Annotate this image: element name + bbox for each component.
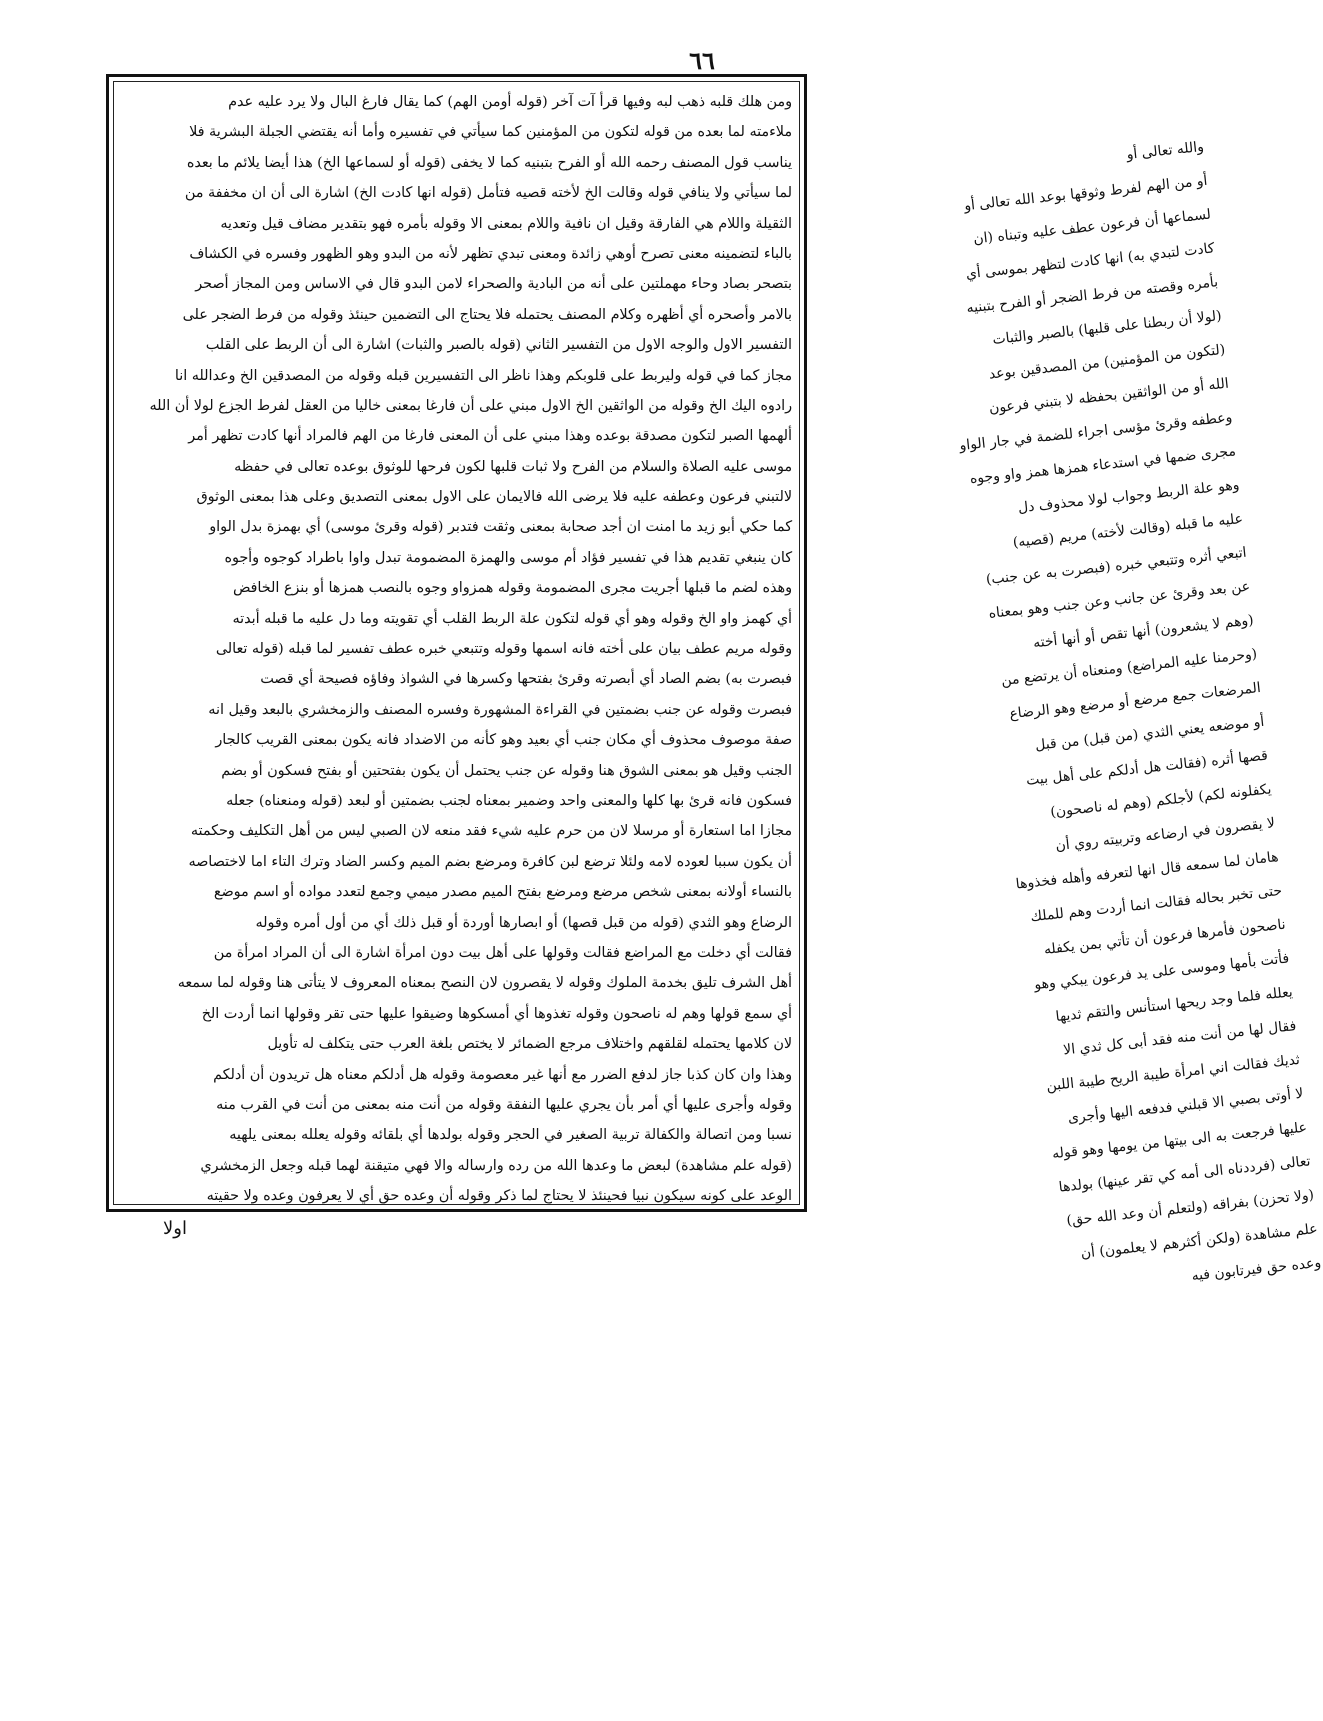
margin-line: وهو علة الربط وجواب لولا محذوف دل bbox=[1017, 477, 1241, 517]
main-line: بالامر وأصحره أي أظهره وكلام المصنف يحتمله فلا يحتاج الى التضمين حينئذ وقوله من فرط الضجر على bbox=[182, 306, 792, 323]
main-line: لان كلامها يحتمله لقلقهم واختلاف مرجع الضمائر لا يختص بلغة العرب حتى يتكلف له تأويل bbox=[267, 1036, 792, 1053]
margin-line: (لولا أن ربطنا على قلبها) بالصبر والثبات bbox=[991, 308, 1223, 348]
catchword: اولا bbox=[163, 1218, 187, 1239]
main-line: ومن هلك قلبه ذهب لبه وفيها قرأ آت آخر (قوله أومن الهم) كما يقال فارغ البال ولا يرد عليه عدم bbox=[228, 94, 792, 110]
main-line: (قوله علم مشاهدة) لبعض ما وعدها الله من رده وارساله والا فهي متيقنة لهما قبله وجعل الزمخشري bbox=[200, 1157, 792, 1174]
margin-line: وعده حق فيرتابون فيه bbox=[1190, 1254, 1322, 1285]
main-line: لالتبني فرعون وعطفه عليه فلا يرضى الله فالايمان على الاول بمعنى التصديق وعلى هذا بمعنى الوثوق bbox=[196, 489, 792, 506]
main-line: الوعد على كونه سيكون نبيا فحينئذ لا يحتاج لما ذكر وقوله أن وعده حق أي لا يعرفون وعده ولا حقيته bbox=[206, 1188, 792, 1205]
main-line: ألهمها الصبر لتكون مصدقة بوعده وهذا مبني على أن المعنى فارغا من الهم فالمراد أنها كادت تظهر أمر bbox=[188, 428, 792, 445]
margin-line: ثديك فقالت اني امرأة طيبة الريح طيبة اللبن bbox=[1045, 1051, 1301, 1095]
main-line: موسى عليه الصلاة والسلام من الفرح ولا ثبات قلبها لكون فرحها للوثوق بوعده تعالى في حفظه bbox=[234, 458, 792, 475]
margin-line: (وحرمنا عليه المراضع) ومنعناه أن يرتضع من bbox=[1000, 646, 1258, 689]
margin-commentary-lines bbox=[814, 130, 1323, 1320]
main-line: الجنب وقيل هو بمعنى الشوق هنا وقوله عن جنب يحتمل أن يكون بفتحتين أو بفتح فسكون أو بضم bbox=[221, 762, 792, 779]
margin-line: (وهم لا يشعرون) أنها تقص أو أنها أخته bbox=[1032, 612, 1255, 652]
margin-line: المرضعات جمع مرضع أو مرضع وهو الرضاع bbox=[1008, 679, 1262, 723]
margin-line: عليها فرجعت به الى بيتها من يومها وهو قوله bbox=[1051, 1119, 1308, 1163]
margin-line: بأمره وقصته من فرط الضجر أو الفرح بتبنيه bbox=[965, 274, 1219, 317]
main-line: فسكون فانه قرئ بها كلها والمعنى واحد وضمير بمعناه لجنب بضمتين أو لبعد (قوله ومنعناه) جعله bbox=[226, 792, 792, 809]
main-line: فقالت أي دخلت مع المراضع فقالت وقولها على أهل بيت دون امرأة اشارة الى أن المراد امرأة من bbox=[213, 944, 792, 961]
margin-line: فقال لها من أنت منه فقد أبى كل ثدي الا bbox=[1062, 1018, 1298, 1059]
main-line: أهل الشرف تليق بخدمة الملوك وقوله لا يقصرون لان النصح بمعناه المعروف لا يتأتى هنا وقوله لما سمعه bbox=[177, 975, 792, 992]
margin-line: أو من الهم لفرط وثوقها بوعد الله تعالى أو bbox=[963, 172, 1209, 215]
margin-line: قصها أثره (فقالت هل أدلكم على أهل بيت bbox=[1025, 747, 1269, 789]
margin-line: عن بعد وقرئ عن جانب وعن جنب وهو بمعناه bbox=[987, 578, 1251, 622]
main-line: أي سمع قولها وهم له ناصحون وقوله تغذوها أي أمسكوها وضيقوا عليها حتى تقر وقولها انما أردت الخ bbox=[201, 1005, 792, 1022]
main-line: الرضاع وهو الثدي (قوله من قبل قصها) أو ابصارها أوردة أو قبل ذلك أي من أول أمره وقوله bbox=[255, 914, 792, 931]
main-line: بتصحر بصاد وحاء مهملتين على أنه من البادية والصحراء لامن البدو قال في الاساس ومن المجاز أصحر bbox=[195, 276, 792, 293]
main-line: وهذه لضم ما قبلها أجريت مجرى المضمومة وقوله همزواو وجوه بالنصب همزها أو بنزع الخافض bbox=[233, 580, 792, 597]
margin-commentary bbox=[812, 130, 1322, 1285]
main-line: فبصرت به) بضم الصاد أي أبصرته وقرئ بفتحها وكسرها في الشواذ وفاؤه فصيحة أي قصت bbox=[260, 671, 792, 688]
margin-line: ناصحون فأمرها فرعون أن تأتي بمن يكفله bbox=[1043, 916, 1287, 958]
margin-line: والله تعالى أو bbox=[1125, 138, 1205, 163]
margin-line: تعالى (فرددناه الى أمه كي تقر عينها) بولدها bbox=[1057, 1153, 1312, 1196]
main-line: الثقيلة واللام هي الفارقة وقيل ان نافية واللام بمعنى الا وقوله بأمره فهو بتقدير مضاف قيل وتعديه bbox=[220, 215, 792, 232]
page-number: ٦٦ bbox=[689, 46, 715, 75]
main-line: فبصرت وقوله عن جنب بضمتين في القراءة المشهورة وفسره المصنف والزمخشري بالبعد وقيل انه bbox=[208, 701, 792, 718]
margin-line: حتى تخبر بحاله فقالت انما أردت وهم للملك bbox=[1029, 882, 1283, 926]
main-line: وقوله مريم عطف بيان على أخته فانه اسمها وقوله وتتبعي خبره عطف تفسير لما قبله (قوله تعالى bbox=[215, 641, 792, 658]
margin-line: مجرى ضمها في استدعاء همزها همز واو وجوه bbox=[969, 443, 1237, 488]
margin-line: (لتكون من المؤمنين) من المصدقين بوعد bbox=[988, 341, 1226, 383]
margin-line: لا أوتى بصبي الا قبلني فدفعه اليها وأجرى bbox=[1067, 1085, 1305, 1127]
main-line: كما حكي أبو زيد ما امنت ان أجد صحابة بمعنى وثقت فتدبر (قوله وقرئ موسى) أي بهمزة بدل الواو bbox=[209, 519, 792, 536]
main-line: وقوله وأجرى عليها أي أمر بأن يجري عليها النفقة وقوله من أنت منه بمعنى من أنت في القرب منه bbox=[216, 1096, 792, 1113]
margin-line: الله أو من الواثقين بحفظه لا بتبني فرعون bbox=[988, 375, 1230, 417]
margin-line: علم مشاهدة (ولكن أكثرهم لا يعلمون) أن bbox=[1080, 1220, 1319, 1262]
main-line: أي كهمز واو الخ وقوله وهو أي قوله لتكون علة الربط القلب أي تقويته وما دل عليه ما قبله أبدته bbox=[232, 610, 792, 627]
main-line: مجاز كما في قوله وليربط على قلوبكم وهذا ناظر الى التفسيرين قبله وقوله من المصدقين الخ وعدالله انا bbox=[174, 367, 792, 384]
main-line: كان ينبغي تقديم هذا في تفسير فؤاد أم موسى والهمزة المضمومة تبدل واوا باطراد كوجوه وأجوه bbox=[224, 549, 792, 566]
main-line: رادوه اليك الخ وقوله من الواثقين الخ الاول مبني على أن فارغا بمعنى خاليا من العقل لفرط الجزع لولا أن الله bbox=[149, 397, 792, 414]
margin-line: لسماعها أن فرعون عطف عليه وتبناه (ان bbox=[972, 206, 1212, 248]
main-line: ملاءمته لما بعده من قوله لتكون من المؤمنين كما سيأتي في تفسيره وأما أنه يقتضي الجبلة البشرية فلا bbox=[189, 124, 792, 141]
margin-line: يعلله فلما وجد ريحها استأنس والتقم ثديها bbox=[1054, 984, 1294, 1026]
margin-line: اتبعي أثره وتتبعي خبره (فبصرت به عن جنب) bbox=[985, 544, 1248, 588]
main-line: وهذا وان كان كذبا جاز لدفع الضرر مع أنها غير معصومة وقوله هل أدلكم معناه هل تريدون أن أدلكم bbox=[213, 1066, 792, 1083]
margin-line: (ولا تحزن) بفراقه (ولتعلم أن وعد الله حق) bbox=[1065, 1187, 1315, 1230]
margin-line: لا يقصرون في ارضاعه وتربيته روي أن bbox=[1054, 815, 1276, 855]
main-line: التفسير الاول والوجه الاول من التفسير الثاني (قوله بالصبر والثبات) اشارة الى أن الربط على القلب bbox=[205, 337, 792, 354]
main-line: يناسب قول المصنف رحمه الله أو الفرح بتبنيه كما لا يخفى (قوله أو لسماعها الخ) هذا أيضا يلائم ما بعده bbox=[186, 154, 792, 171]
main-line: بالنساء أولانه بمعنى شخص مرضع ومرضع بفتح الميم مصدر ميمي وجمع لتعدد مواده أو اسم موضع bbox=[213, 884, 792, 901]
margin-line: فأتت بأمها وموسى على يد فرعون يبكي وهو bbox=[1033, 950, 1290, 994]
main-line: لما سيأتي ولا ينافي قوله وقالت الخ لأخته قصيه فتأمل (قوله انها كادت الخ) اشارة الى أن ان مخففة من bbox=[184, 185, 792, 202]
margin-line: يكفلونه لكم) لأجلكم (وهم له ناصحون) bbox=[1049, 781, 1273, 821]
main-line: نسبا ومن اتصالة والكفالة تربية الصغير في الحجر وقوله بولدها أي بلقائه وقوله يعلله بمعنى يلهيه bbox=[229, 1127, 792, 1144]
main-text-frame bbox=[106, 74, 807, 1212]
margin-line: وعطفه وقرئ مؤسى اجراء للضمة في جار الواو bbox=[958, 409, 1234, 455]
main-line: صفة موصوف محذوف أي مكان جنب أي بعيد وهو كأنه من الاضداد فانه يكون بمعنى القريب كالجار bbox=[215, 732, 792, 749]
margin-line: أو موضعه يعني الثدي (من قبل) من قبل bbox=[1034, 713, 1266, 754]
main-line: أن يكون سببا لعوده لامه ولئلا ترضع لبن كافرة ومرضع بضم الميم وكسر الضاد وترك التاء اما لاختصاصه bbox=[188, 853, 792, 870]
main-line: بالباء لتضمينه معنى تصرح أوهي زائدة ومعنى تبدي تظهر لأنه من البدو وهو الظهور وفسره في الكشاف bbox=[189, 245, 792, 262]
margin-line: كادت لتبدي به) انها كادت لتظهر بموسى أي bbox=[965, 240, 1216, 283]
main-line: مجازا اما استعارة أو مرسلا لان من حرم عليه شيء فقد منعه لان الصبي ليس من أهل التكليف وحكمته bbox=[190, 823, 792, 840]
main-text-block bbox=[121, 87, 792, 1205]
margin-line: هامان لما سمعه قال انها لتعرفه وأهله فخذوها bbox=[1014, 849, 1280, 893]
margin-line: عليه ما قبله (وقالت لأخته) مريم (قصيه) bbox=[1012, 510, 1244, 551]
